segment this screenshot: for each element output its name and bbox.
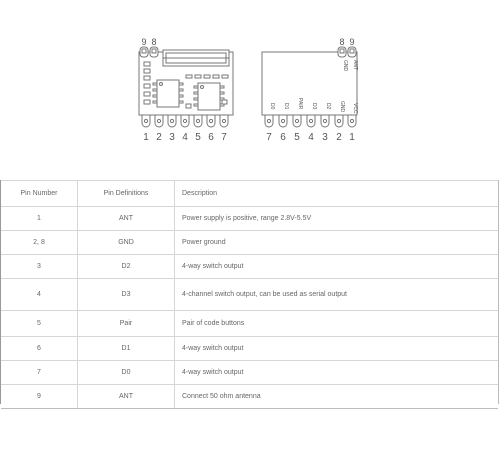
cell-description: 4-way switch output — [175, 361, 499, 385]
module-pinout-diagram — [0, 0, 500, 150]
header-pin-number: Pin Number — [1, 181, 78, 207]
table-row — [1, 385, 498, 409]
table-frame-right — [498, 180, 499, 404]
right-bottom-signal-label: VCC — [352, 103, 358, 114]
right-bottom-signal-label: PAIR — [297, 98, 303, 110]
cell-description: Power ground — [175, 231, 499, 255]
right-top-signal-label: GND — [342, 60, 348, 72]
cell-definition: D3 — [78, 279, 175, 311]
right-bottom-signal-label: D1 — [283, 103, 289, 110]
right-bottom-signal-label: D0 — [269, 103, 275, 110]
cell-pin: 9 — [1, 385, 78, 409]
cell-definition: GND — [78, 231, 175, 255]
left-top-pin-label: 9 — [141, 37, 147, 47]
right-bottom-pin-label: 7 — [266, 132, 272, 143]
cell-pin: 2, 8 — [1, 231, 78, 255]
right-bottom-signal-label: D3 — [311, 103, 317, 110]
header-pin-definitions: Pin Definitions — [78, 181, 175, 207]
left-bottom-pin-label: 4 — [182, 132, 188, 143]
right-bottom-pin-label: 5 — [294, 132, 300, 143]
cell-description: Pair of code buttons — [175, 311, 499, 337]
cell-description: Connect 50 ohm antenna — [175, 385, 499, 409]
cell-pin: 1 — [1, 207, 78, 231]
right-top-pin-label: 9 — [349, 37, 355, 47]
table-row — [1, 361, 498, 385]
left-module-board — [139, 47, 233, 127]
left-bottom-pin-label: 6 — [208, 132, 214, 143]
left-bottom-pin-label: 5 — [195, 132, 201, 143]
table-row — [1, 231, 498, 255]
table-row — [1, 311, 498, 337]
table-row — [1, 255, 498, 279]
cell-pin: 6 — [1, 337, 78, 361]
left-bottom-pin-label: 1 — [143, 132, 149, 143]
pin-definition-table — [1, 180, 498, 409]
cell-pin: 3 — [1, 255, 78, 279]
right-bottom-pin-label: 4 — [308, 132, 314, 143]
header-description: Description — [175, 181, 499, 207]
left-bottom-pin-label: 7 — [221, 132, 227, 143]
cell-definition: ANT — [78, 207, 175, 231]
right-bottom-pin-label: 2 — [336, 132, 342, 143]
right-bottom-pin-label: 1 — [349, 132, 355, 143]
right-bottom-pin-label: 6 — [280, 132, 286, 143]
right-top-pin-label: 8 — [339, 37, 345, 47]
cell-definition: D0 — [78, 361, 175, 385]
left-bottom-pin-label: 3 — [169, 132, 175, 143]
right-bottom-signal-label: D2 — [325, 103, 331, 110]
left-bottom-pin-label: 2 — [156, 132, 162, 143]
right-top-signal-label: ANT — [352, 60, 358, 70]
table-row — [1, 207, 498, 231]
cell-pin: 5 — [1, 311, 78, 337]
cell-definition: D1 — [78, 337, 175, 361]
right-bottom-signal-label: GND — [339, 101, 345, 113]
cell-description: 4-way switch output — [175, 255, 499, 279]
table-row — [1, 337, 498, 361]
cell-definition: Pair — [78, 311, 175, 337]
table-header-row — [1, 181, 498, 207]
right-bottom-pin-label: 3 — [322, 132, 328, 143]
cell-description: 4-way switch output — [175, 337, 499, 361]
left-top-pin-label: 8 — [151, 37, 157, 47]
table-row — [1, 279, 498, 311]
cell-pin: 4 — [1, 279, 78, 311]
cell-pin: 7 — [1, 361, 78, 385]
cell-definition: D2 — [78, 255, 175, 279]
right-module-board — [262, 47, 357, 127]
cell-definition: ANT — [78, 385, 175, 409]
cell-description: 4-channel switch output, can be used as serial output — [175, 279, 499, 311]
cell-description: Power supply is positive, range 2.8V-5.5V — [175, 207, 499, 231]
